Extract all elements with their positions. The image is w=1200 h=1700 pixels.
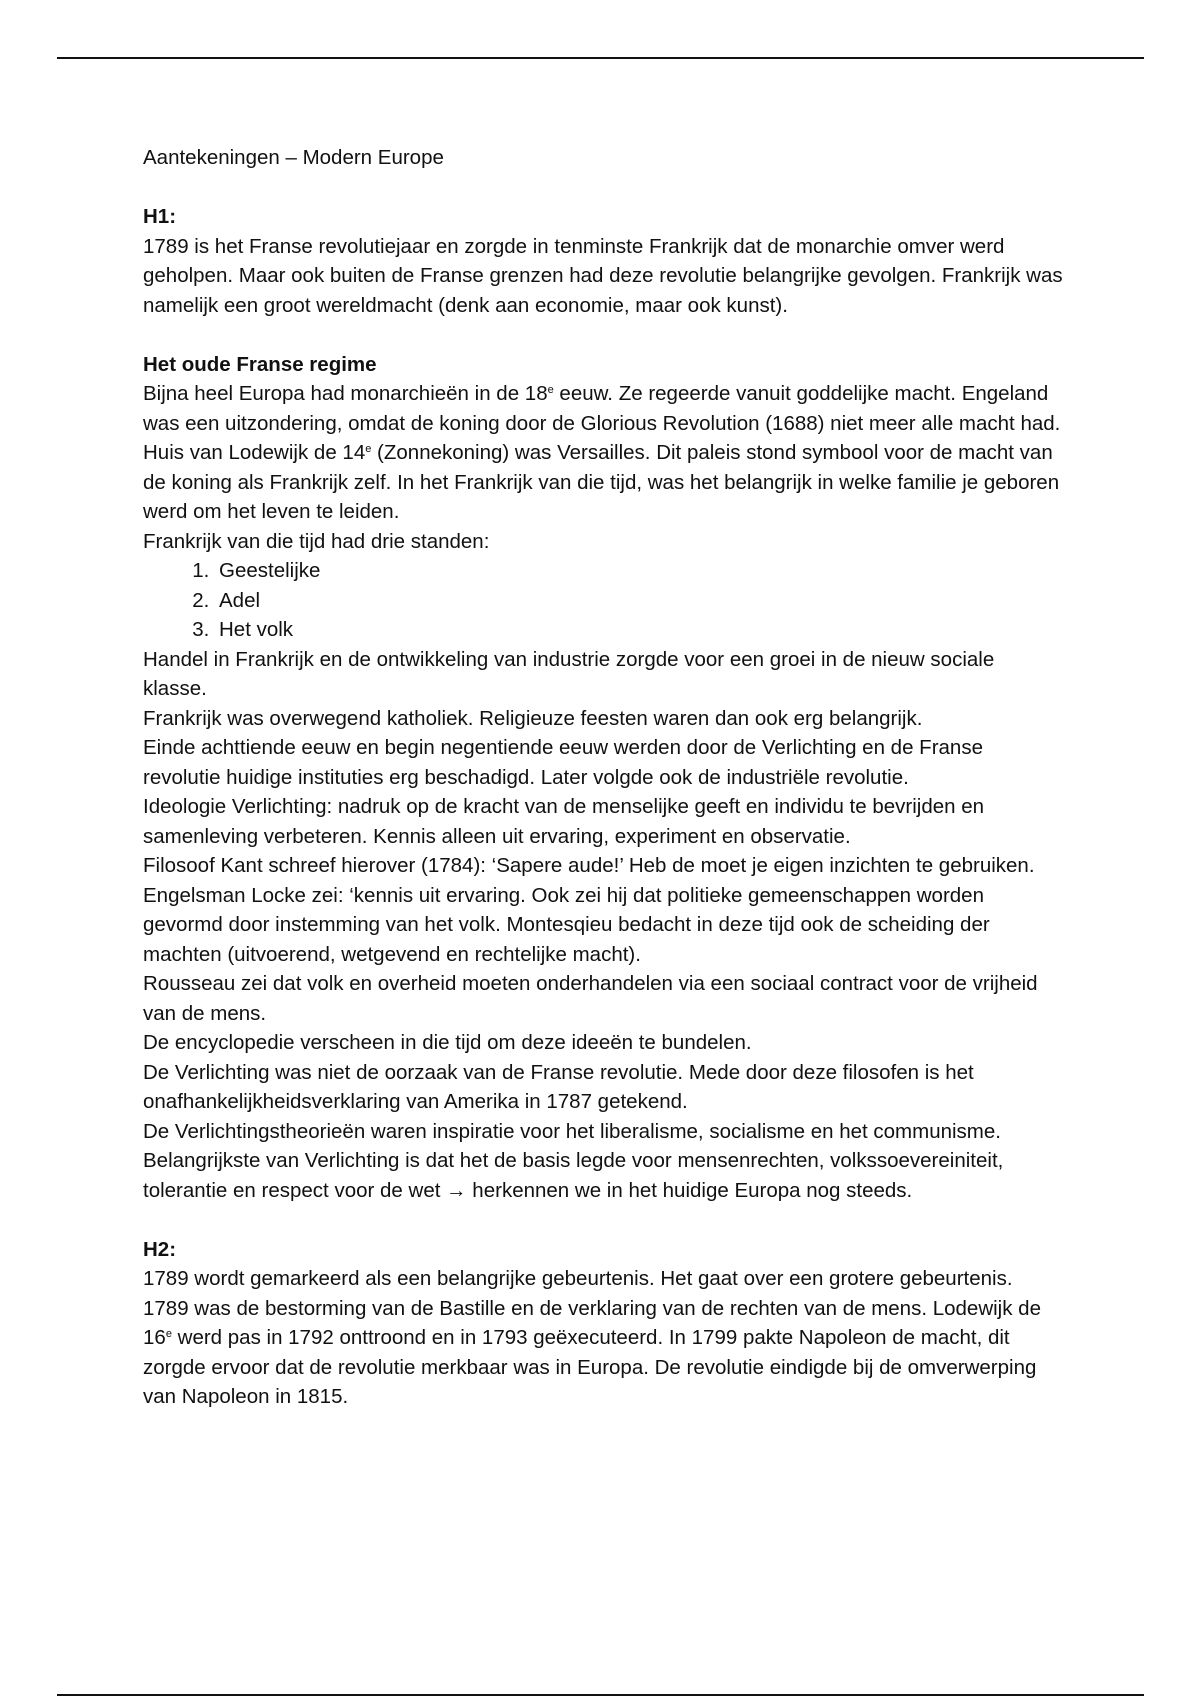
section-heading-h1: H1: [143, 205, 177, 228]
paragraph-einde: Einde achttiende eeuw en begin negentiende eeuw werden door de Verlichting en de Franse revolutie huidige instituties erg beschadigd. Later volgde ook de industriële revolutie. [143, 736, 983, 789]
regime-text-part: eeuw. Ze regeerde vanuit goddelijke macht. Engeland was een uitzondering, omdat de koning door de Glorious Revolution (1688) niet meer alle macht had. Huis van Lodewijk de 14 [143, 382, 1061, 464]
header-rule [57, 57, 1144, 59]
section-heading-regime: Het oude Franse regime [143, 352, 377, 376]
spacer [143, 320, 1063, 350]
footer-rule [57, 1694, 1144, 1696]
h1-intro-paragraph: 1789 is het Franse revolutiejaar en zorgde in tenminste Frankrijk dat de monarchie omver werd geholpen. Maar ook buiten de Franse grenzen had deze revolutie belangrijke gevolgen. Frankrijk was namelijk een groot wereldmacht (denk aan economie, maar ook kunst). [143, 234, 1063, 317]
list-item: 3. Het volk [215, 615, 1063, 645]
paragraph-katholiek: Frankrijk was overwegend katholiek. Religieuze feesten waren dan ook erg belangrijk. [143, 706, 923, 730]
document-title: Aantekeningen – Modern Europe [143, 146, 444, 169]
paragraph-kant: Filosoof Kant schreef hierover (1784): ‘Sapere aude!’ Heb de moet je eigen inzichten te gebruiken. Engelsman Locke zei: ‘kennis uit ervaring. Ook zei hij dat politieke gemeenschappen worden gevormd door instemming van het volk. Montesqieu bedacht in deze tijd ook de scheiding der machten (uitvoerend, wetgevend en rechtelijke macht). [143, 854, 1035, 966]
standen-intro: Frankrijk van die tijd had drie standen: [143, 529, 490, 553]
h2-text-part: werd pas in 1792 onttroond en in 1793 geëxecuteerd. In 1799 pakte Napoleon de macht, dit zorgde ervoor dat de revolutie merkbaar was in Europa. De revolutie eindigde bij de omverwerping van Napoleon in 1815. [143, 1326, 1037, 1408]
h2-paragraph [143, 1264, 1063, 1412]
regime-text-part: Bijna heel Europa had monarchieën in de 18 [143, 382, 548, 405]
paragraph-handel: Handel in Frankrijk en de ontwikkeling van industrie zorgde voor een groei in de nieuw sociale klasse. [143, 647, 995, 700]
paragraph-oorzaak: De Verlichting was niet de oorzaak van de Franse revolutie. Mede door deze filosofen is het onafhankelijkheidsverklaring van Amerika in 1787 getekend. [143, 1060, 974, 1113]
spacer [143, 1205, 1063, 1235]
superscript: e [165, 1328, 172, 1340]
regime-paragraph [143, 379, 1063, 527]
paragraph-theorieen: De Verlichtingstheorieën waren inspiratie voor het liberalisme, socialisme en het communisme. [143, 1119, 1001, 1143]
paragraph-belangrijkste: Belangrijkste van Verlichting is dat het de basis legde voor mensenrechten, volkssoevereiniteit, tolerantie en respect voor de wet → herkennen we in het huidige Europa nog steeds. [143, 1149, 1004, 1202]
h2-text-part: 1789 wordt gemarkeerd als een belangrijke gebeurtenis. Het gaat over een grotere gebeurtenis. 1789 was de bestorming van de Bastille en de verklaring van de rechten van de mens. Lodewijk de 16 [143, 1267, 1041, 1349]
standen-list [143, 556, 1063, 645]
regime-text-part: (Zonnekoning) was Versailles. Dit paleis stond symbool voor de macht van de koning als Frankrijk zelf. In het Frankrijk van die tijd, was het belangrijk in welke familie je geboren werd om het leven te leiden. [143, 441, 1060, 523]
document-body [143, 143, 1063, 1412]
list-item: 1. Geestelijke [215, 556, 1063, 586]
superscript: e [547, 384, 554, 396]
paragraph-encyclopedie: De encyclopedie verscheen in die tijd om deze ideeën te bundelen. [143, 1031, 752, 1054]
paragraph-rousseau: Rousseau zei dat volk en overheid moeten onderhandelen via een sociaal contract voor de vrijheid van de mens. [143, 972, 1038, 1025]
paragraph-ideologie: Ideologie Verlichting: nadruk op de kracht van de menselijke geeft en individu te bevrijden en samenleving verbeteren. Kennis alleen uit ervaring, experiment en observatie. [143, 795, 985, 848]
spacer [143, 173, 1063, 203]
section-heading-h2: H2: [143, 1237, 177, 1261]
list-item: 2. Adel [215, 586, 1063, 616]
superscript: e [365, 443, 372, 455]
